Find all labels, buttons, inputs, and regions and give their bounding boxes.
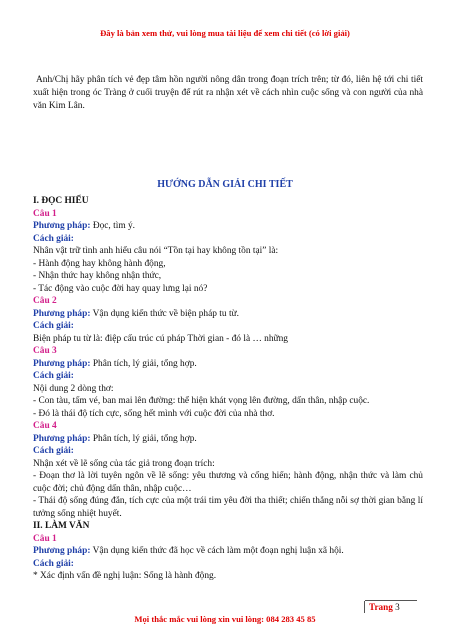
question-4-label: Câu 4: [33, 421, 57, 431]
answer-line: Nhận xét về lẽ sống của tác giả trong đoạn trích:: [33, 458, 215, 469]
method-label: Phương pháp:: [33, 358, 91, 369]
question-4-solution-label: Cách giải:: [33, 446, 74, 456]
answer-line: * Xác định vấn đề nghị luận: Sống là hành động.: [33, 571, 217, 581]
method-label: Phương pháp:: [33, 308, 91, 319]
question-1-label: Câu 1: [33, 208, 57, 219]
page-word: Trang: [369, 602, 393, 612]
section-heading-writing: II. LÀM VĂN: [33, 521, 90, 531]
writing-question-1-solution-label: Cách giải:: [33, 558, 74, 569]
writing-question-1-method: [33, 545, 423, 558]
answer-line: - Đó là thái độ tích cực, sống hết mình với cuộc đời của nhà thơ.: [33, 408, 275, 419]
answer-line: - Hành động hay không hành động,: [33, 258, 166, 269]
question-3-label: Câu 3: [33, 346, 57, 356]
essay-task: [33, 74, 423, 114]
method-label: Phương pháp:: [33, 221, 91, 231]
question-1-method: [33, 220, 423, 233]
answer-line: Biện pháp tu từ là: điệp cấu trúc cú pháp Thời gian - đó là … những: [33, 333, 288, 344]
preview-banner: Đây là bản xem thử, vui lòng mua tài liệu để xem chi tiết (có lời giải): [100, 28, 350, 38]
contact-footer: Mọi thắc mắc vui lòng xin vui lòng: 084 283 45 85: [134, 614, 316, 624]
method-text: Phân tích, lý giải, tổng hợp.: [90, 433, 197, 444]
question-3-solution-label: Cách giải:: [33, 371, 74, 381]
question-2-solution-label: Cách giải:: [33, 321, 74, 331]
essay-task-text: Anh/Chị hãy phân tích vẻ đẹp tâm hồn người nông dân trong đoạn trích trên; từ đó, liên hệ tới chi tiết xuất hiện trong óc Tràng ở cuối truyện để rút ra nhận xét về cách nhìn cuộc sống và con người của nhà văn Kim Lân.: [33, 75, 423, 112]
answer-line: - Tác động vào cuộc đời hay quay lưng lại nó?: [33, 283, 208, 294]
answer-paragraph: - Đoạn thơ là lời tuyên ngôn về lẽ sống: yêu thương và cống hiến; hành động, nhận thức và làm chủ cuộc đời; chủ động dấn thân, nhập cuộc…: [33, 471, 423, 494]
page-number-value: 3: [395, 602, 400, 612]
question-2-label: Câu 2: [33, 296, 57, 306]
writing-question-1-label: Câu 1: [33, 533, 57, 544]
method-label: Phương pháp:: [33, 546, 91, 556]
question-4-method: [33, 433, 423, 446]
method-text: Vận dụng kiến thức đã học về cách làm một đoạn nghị luận xã hội.: [90, 546, 344, 556]
page-number: [364, 601, 400, 613]
answer-paragraph: - Thái độ sống đúng đắn, tích cực của một trái tim yêu đời tha thiết; chiến thắng nỗi sợ thời gian bằng lí tưởng sống nhiệt huyết.: [33, 496, 423, 519]
answer-line: Nội dung 2 dòng thơ:: [33, 383, 114, 394]
answer-line: - Nhận thức hay không nhận thức,: [33, 271, 162, 281]
method-label: Phương pháp:: [33, 433, 91, 444]
question-1-solution-label: Cách giải:: [33, 233, 74, 244]
section-heading-reading: I. ĐỌC HIỂU: [33, 196, 89, 206]
answer-line: - Con tàu, tấm vé, ban mai lên đường: thể hiện khát vọng lên đường, dấn thân, nhập cuộc.: [33, 396, 370, 406]
method-text: Phân tích, lý giải, tổng hợp.: [90, 358, 197, 369]
answer-guide: [33, 195, 423, 583]
question-3-method: [33, 358, 423, 371]
guide-title: HƯỚNG DẪN GIẢI CHI TIẾT: [157, 179, 293, 190]
answer-line: Nhân vật trữ tình anh hiểu câu nói “Tồn tại hay không tồn tại” là:: [33, 246, 279, 256]
method-text: Đọc, tìm ý.: [90, 221, 135, 231]
method-text: Vận dụng kiến thức về biện pháp tu từ.: [90, 308, 239, 319]
question-2-method: [33, 308, 423, 321]
